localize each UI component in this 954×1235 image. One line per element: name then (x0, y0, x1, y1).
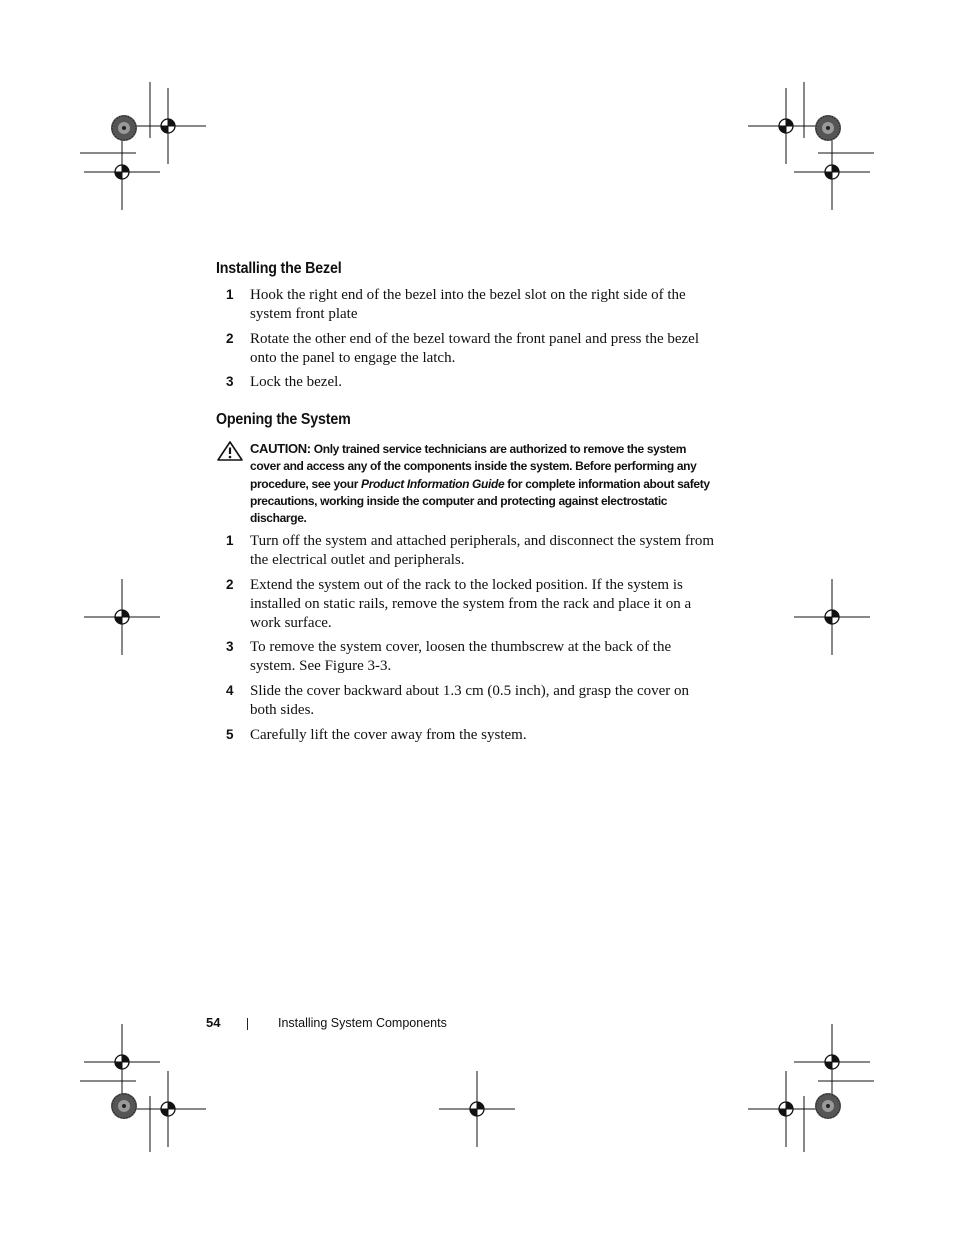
step-text: Turn off the system and attached peripherals, and disconnect the system from the electrical outlet and peripherals. (250, 533, 715, 568)
step-text: Carefully lift the cover away from the system. (250, 727, 527, 743)
section-heading-installing-bezel: Installing the Bezel (216, 260, 342, 277)
caution-text (250, 440, 718, 527)
guide-title: Product Information Guide (361, 476, 505, 491)
step-text: Extend the system out of the rack to the locked position. If the system is installed on static rails, remove the system from the rack and place it on a work surface. (250, 577, 692, 631)
footer-divider (247, 1018, 248, 1030)
step-text: Slide the cover backward about 1.3 cm (0.5 inch), and grasp the cover on both sides. (250, 683, 690, 718)
section-heading-opening-system: Opening the System (216, 411, 351, 428)
step-number: 5 (226, 727, 234, 742)
caution-body-start: Only trained service technicians are authorized to remove the system cover and access any of the components inside the system. Before performing any procedure, see your (250, 442, 697, 491)
caution-body-end: for complete information about safety precautions, working inside the computer and protecting against electrostatic discharge. (250, 476, 710, 526)
step-number: 1 (226, 287, 234, 302)
step-number: 3 (226, 639, 234, 654)
step-number: 1 (226, 533, 234, 548)
step-text: Lock the bezel. (250, 374, 343, 390)
step-number: 2 (226, 577, 234, 592)
warning-triangle-icon (216, 440, 244, 462)
step-number: 3 (226, 374, 234, 389)
step-number: 2 (226, 331, 234, 346)
page-number: 54 (206, 1015, 221, 1030)
chapter-title: Installing System Components (278, 1016, 447, 1030)
step-text: Rotate the other end of the bezel toward the front panel and press the bezel onto the panel to engage the latch. (250, 331, 699, 366)
step-number: 4 (226, 683, 234, 698)
caution-label: CAUTION: (250, 441, 311, 456)
step-text: Hook the right end of the bezel into the bezel slot on the right side of the system front plate (250, 287, 686, 322)
step-text: To remove the system cover, loosen the thumbscrew at the back of the system. See Figure 3-3. (250, 639, 672, 674)
